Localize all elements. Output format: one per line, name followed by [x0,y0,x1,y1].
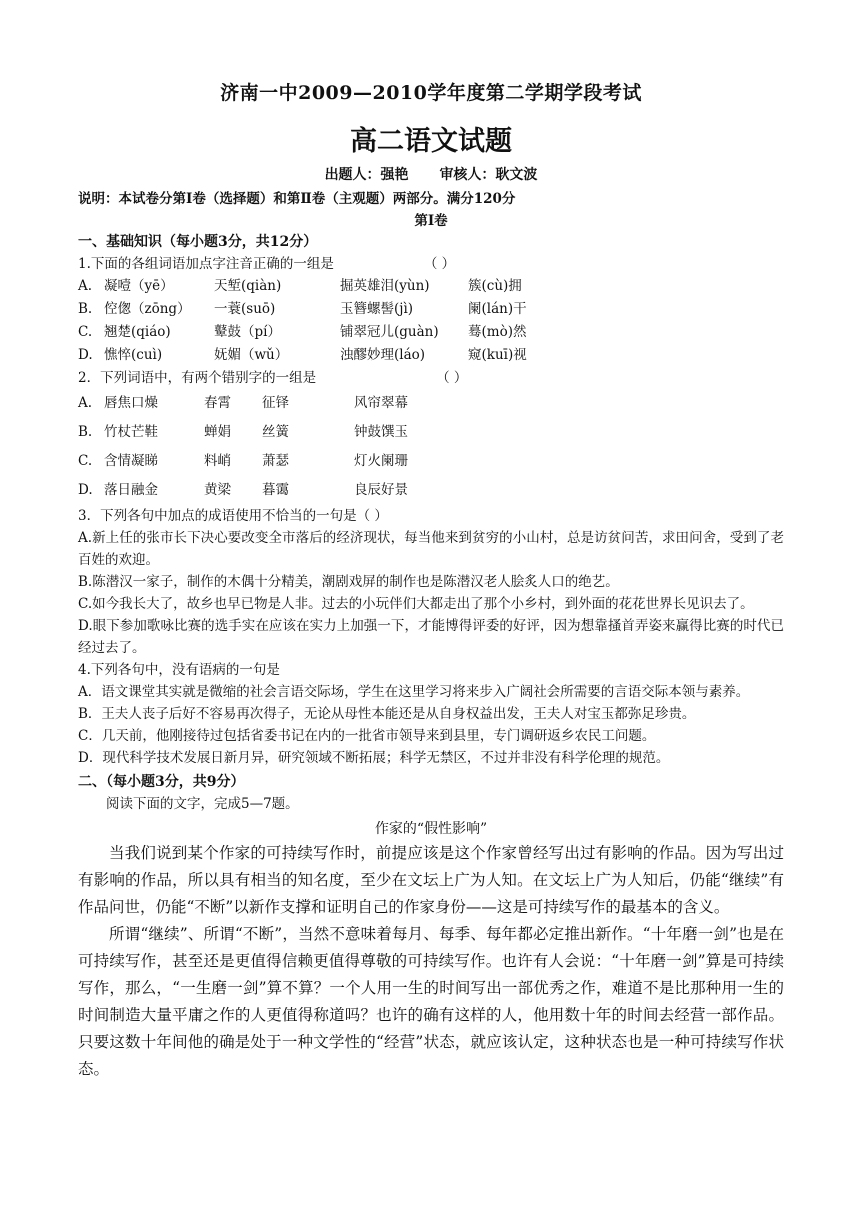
answer-bracket: （ ） [423,256,456,272]
option-item: 风帘翠幕 [354,395,408,411]
option-label: A. [78,395,93,411]
exam-title: 高二语文试题 [350,126,512,157]
essay-title: 作家的“假性影响” [374,821,488,837]
option-item: 妩媚（wǔ） [214,347,289,363]
option-row [78,298,784,321]
question-1-options [78,275,784,367]
section-1-heading: 一、基础知识（每小题3分，共12分） [78,234,318,250]
option-label: D. [78,347,93,363]
question-2-options [78,389,784,505]
question-4-option: C．几天前，他刚接待过包括省委书记在内的一批省市领导来到县里，专门调研返乡农民工问题。 [78,728,656,744]
question-1-stem: 1.下面的各组词语加点字注音正确的一组是 [78,256,334,272]
option-label: C. [78,324,93,340]
essay-paragraph: 所谓“继续”、所谓“不断”，当然不意味着每月、每季、每年都必定推出新作。“十年磨一剑”也是在可持续写作，甚至还是更值得信赖更值得尊敬的可持续写作。也许有人会说：“十年磨一剑”算是可持续写作，那么，“一生磨一剑”算不算？一个人用一生的时间写出一部优秀之作，难道不是比那种用一生的时间制造大量平庸之作的人更值得称道吗？也许的确有这样的人，他用数十年的时间去经营一部作品。只要这数十年间他的确是处于一种文学性的“经营”状态，就应该认定，这种状态也是一种可持续写作状态。 [78,925,784,1078]
option-item: 翘楚(qiáo) [104,324,171,340]
answer-bracket: （ ） [436,370,468,386]
option-item: 料峭 [204,453,231,469]
option-row [78,275,784,298]
exam-page [78,78,784,1083]
option-item: 萧瑟 [262,453,289,469]
option-item: 钟鼓馔玉 [354,424,408,440]
option-item: 良辰好景 [354,482,408,498]
option-item: 蓦(mò)然 [468,324,527,340]
option-row [78,418,784,447]
option-label: D. [78,482,93,498]
option-item: 落日融金 [104,482,158,498]
option-item: 竹杖芒鞋 [104,424,158,440]
option-item: 铺翠冠儿(guàn) [340,324,439,340]
option-item: 凝噎（yē） [104,278,174,294]
essay-paragraph: 当我们说到某个作家的可持续写作时，前提应该是这个作家曾经写出过有影响的作品。因为写出过有影响的作品，所以具有相当的知名度，至少在文坛上广为人知。在文坛上广为人知后，仍能“继续”有作品问世，仍能“不断”以新作支撑和证明自己的作家身份——这是可持续写作的最基本的含义。 [78,844,784,916]
question-1 [78,253,784,275]
option-item: 掘英雄泪(yùn) [340,278,430,294]
option-item: 簇(cù)拥 [468,278,522,294]
option-row [78,389,784,418]
option-label: B. [78,424,93,440]
authors-line [78,164,784,184]
option-item: 鼙鼓（pí） [214,324,281,340]
option-label: B. [78,301,93,317]
question-3-option: B.陈潜汉一家子，制作的木偶十分精美，潮剧戏屏的制作也是陈潜汉老人脍炙人口的绝艺。 [78,574,619,590]
question-2 [78,367,784,389]
reading-instructions: 阅读下面的文字，完成5—7题。 [106,796,299,812]
option-item: 蝉娟 [204,424,231,440]
school-title: 济南一中2009—2010学年度第二学期学段考试 [220,82,642,104]
question-4-option: A．语文课堂其实就是微缩的社会言语交际场，学生在这里学习将来步入广阔社会所需要的言语交际本领与素养。 [78,684,750,700]
option-item: 黄梁 [204,482,231,498]
question-4-stem: 4.下列各句中，没有语病的一句是 [78,662,280,678]
option-item: 春霄 [204,395,231,411]
option-item: 丝簧 [262,424,289,440]
volume-heading: 第Ⅰ卷 [414,213,448,229]
option-item: 暮霭 [262,482,289,498]
option-row [78,344,784,367]
option-row [78,476,784,505]
question-3-option: C.如今我长大了，故乡也早已物是人非。过去的小玩伴们大都走出了那个小乡村，到外面的花花世界长见识去了。 [78,596,754,612]
question-4-option: B．王夫人丧子后好不容易再次得子，无论从母性本能还是从自身权益出发，王夫人对宝玉都弥足珍贵。 [78,706,696,722]
author-name: 出题人：强艳 [324,167,409,183]
option-item: 含情凝睇 [104,453,158,469]
option-item: 窥(kuī)视 [468,347,527,363]
question-4-option: D．现代科学技术发展日新月异，研究领域不断拓展；科学无禁区，不过并非没有科学伦理的规范。 [78,750,670,766]
reviewer-name: 审核人：耿文波 [439,167,538,183]
option-item: 倥偬（zōng） [104,301,191,317]
option-item: 天堑(qiàn) [214,278,282,294]
section-2-heading: 二、（每小题3分，共9分） [78,774,245,790]
option-item: 灯火阑珊 [354,453,408,469]
question-2-stem: 2．下列词语中，有两个错别字的一组是 [78,370,317,386]
option-row [78,447,784,476]
exam-instructions: 说明：本试卷分第Ⅰ卷（选择题）和第Ⅱ卷（主观题）两部分。满分120分 [78,191,516,207]
question-3-option: D.眼下参加歌咏比赛的选手实在应该在实力上加强一下，才能博得评委的好评，因为想靠搔首弄姿来赢得比赛的时代已经过去了。 [78,618,784,656]
question-3-option: A.新上任的张市长下决心要改变全市落后的经济现状，每当他来到贫穷的小山村，总是访贫问苦，求田问舍，受到了老百姓的欢迎。 [78,530,784,568]
option-item: 憔悴(cuì) [104,347,163,363]
option-label: A. [78,278,93,294]
option-item: 征铎 [262,395,289,411]
option-item: 阑(lán)干 [468,301,527,317]
option-item: 唇焦口燥 [104,395,158,411]
question-3-stem: 3．下列各句中加点的成语使用不恰当的一句是（ ） [78,508,388,524]
option-item: 一蓑(suō) [214,301,276,317]
option-item: 浊醪妙理(láo) [340,347,426,363]
option-label: C. [78,453,93,469]
option-row [78,321,784,344]
option-item: 玉簪螺髻(jì) [340,301,414,317]
